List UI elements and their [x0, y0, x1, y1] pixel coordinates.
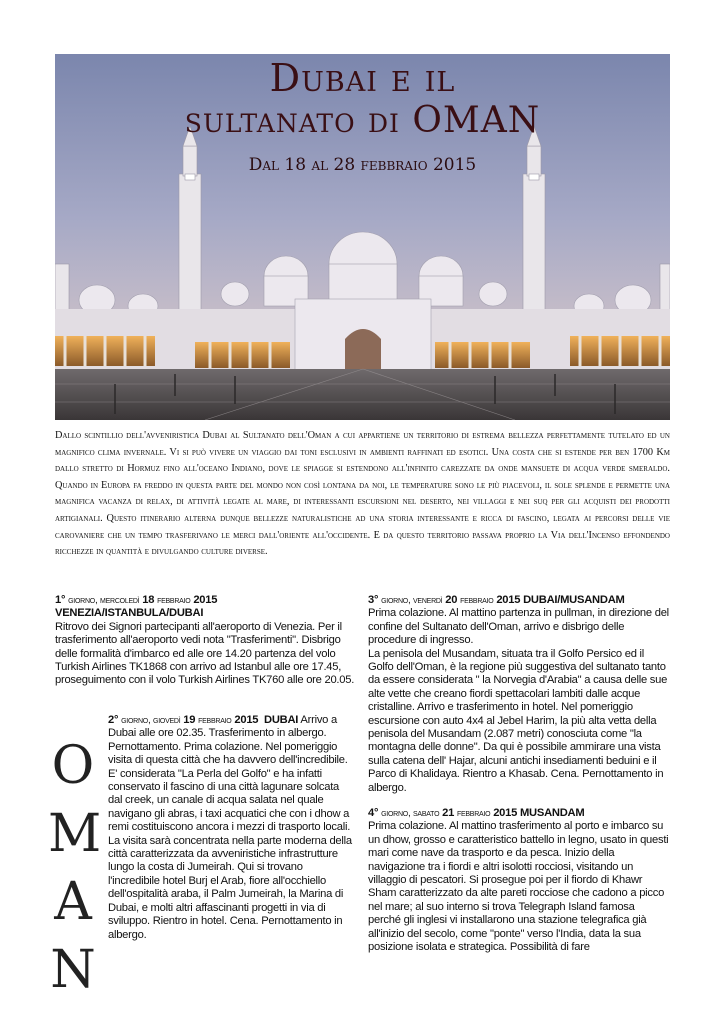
side-letter: M [48, 804, 102, 864]
side-letter: A [54, 872, 92, 932]
day-4-text: Prima colazione. Al mattino trasferimento al porto e imbarco su un dhow, grosso e caratteristico battello in legno, usato in questi mari come nave da trasporto e da pesca. Inizio della navigazione tra i fiordi e altri isolotti rocciosi, visitando un villaggio di pescatori. Si prosegue poi per il fiordo di Khawr Sham caratterizzato da alte pareti rocciose che cadono a picco nel mare; al suo interno si trova Telegraph Island famosa perché gli inglesi vi installarono una stazione telegrafica già all'inizio del secolo, come "ponte" verso l'India, data la sua posizione isolata e strategica. Possibilità di fare [368, 820, 669, 954]
day-3 [368, 594, 670, 795]
day-2-text: Arrivo a Dubai alle ore 02.35. Trasferimento in albergo. Pernottamento. Prima colazione. Nel pomeriggio visita di questa città che ha davvero dell'incredibile. E' considerata "La Perla del Golfo" e ha infatti conservato il fascino di una città lagunare solcata dal creek, un canale di acqua salata nel quale navigano gli abras, i taxi acquatici che con i dhow a remi costituiscono ancora i mezzi di trasporto locali. La visita sarà concentrata nella parte moderna della città caratterizzata da avveniristiche infrastrutture lungo la costa di Jumeirah. Qui si trovano l'incredibile hotel Burj el Arab, fiore all'occhiello dell'ospitalità araba, il Palm Jumeirah, la Marina di Dubai, e molti altri affascinanti progetti in via di sviluppo. Rientro in hotel. Cena. Pernottamento in albergo. [108, 714, 352, 941]
day-1 [55, 594, 355, 688]
title-line-1: Dubai e il [269, 56, 456, 100]
day-2-heading: 2° giorno, giovedì 19 febbraio 2015 DUBAI Arrivo a Dubai alle ore 02.35. Trasferimento in albergo. Pernottamento. Prima colazione. Nel pomeriggio visita di questa città che ha davvero dell'incredibile. E' considerata "La Perla del Golfo" e ha infatti conservato il fascino di una città lagunare solcata dal creek, un canale di acqua salata nel quale navigano gli abras, i taxi acquatici che con i dhow a remi costituiscono ancora i mezzi di trasporto locali. La visita sarà concentrata nella parte moderna della città caratterizzata da avveniristiche infrastrutture lungo la costa di Jumeirah. Qui si trovano l'incredibile hotel Burj el Arab, fiore all'occhiello dell'ospitalità araba, il Palm Jumeirah, la Marina di Dubai, e molti altri affascinanti progetti in via di sviluppo. Rientro in hotel. Cena. Pernottamento in albergo. [108, 714, 352, 941]
intro-paragraph: Dallo scintillio dell'avveniristica Dubai al Sultanato dell'Oman a cui appartiene un territorio di estrema bellezza perfettamente tutelato ed un magnifico clima invernale. Vi si può vivere un viaggio dai toni esclusivi in ambienti raffinati ed esotici. Una costa che si estende per ben 1700 Km dallo stretto di Hormuz fino all'oceano Indiano, dove le spiagge si estendono all'infinito carezzate da onde mansuete di acqua verde smeraldo. Quando in Europa fa freddo in questa parte del mondo non così lontana da noi, le temperature sono le più piacevoli, il sole splende e permette una magnifica vacanza di relax, di attività legate al mare, di interessanti escursioni nel deserto, nei villaggi e nei suq per gli acquisti dei prodotti artigianali. Questo itinerario alterna dunque bellezze naturalistiche ad una storia interessante e ricca di fascino, legata ai percorsi delle vie carovaniere che un tempo trasferivano le merci dall'oriente all'occidente. E da questo territorio passava proprio la Via dell'Incenso effondendo ricchezze in quantità e divulgando culture diverse. [55, 430, 670, 558]
day-4-heading: 4° giorno, sabato 21 febbraio 2015 MUSANDAM [368, 807, 585, 819]
day-1-text: Ritrovo dei Signori partecipanti all'aeroporto di Venezia. Per il trasferimento all'aeroporto vedi nota "Trasferimenti". Disbrigo delle formalità d'imbarco ed alle ore 14.20 partenza del volo Turkish Airlines TK1868 con arrivo ad Istanbul alle ore 17.45, proseguimento con il volo Turkish Airlines TK760 alle ore 20.05. [55, 620, 355, 687]
hero-image [55, 54, 670, 420]
day-3-heading: 3° giorno, venerdì 20 febbraio 2015 DUBAI/MUSANDAM [368, 594, 625, 606]
side-word-oman [48, 732, 102, 1004]
title-dates: Dal 18 al 28 febbraio 2015 [248, 155, 477, 175]
side-letter: O [51, 736, 95, 796]
day-2 [108, 714, 353, 942]
side-letter: N [50, 940, 96, 1000]
day-3-text: Prima colazione. Al mattino partenza in pullman, in direzione del confine del Sultanato dell'Oman, arrivo e disbrigo delle procedure di ingresso. [368, 607, 669, 647]
title-line-2: sultanato di OMAN [184, 100, 541, 141]
day-1-heading: 1° giorno, mercoledì 18 febbraio 2015 [55, 594, 218, 606]
day-4 [368, 807, 670, 954]
day-3-text-2: La penisola del Musandam, situata tra il Golfo Persico ed il Golfo dell'Oman, è la regione più suggestiva del sultanato tanto da essere considerata " la Norvegia d'Arabia" a causa delle sue alte vette che creano fiordi spettacolari lambiti dalle acque cristalline. Arrivo e trasferimento in hotel. Nel pomeriggio escursione con auto 4x4 al Jebel Harim, la più alta vetta della penisola del Musandam (2.087 metri) conosciuta come "la montagna delle donne". Da qui è possibile ammirare una vista sulla catena dell' Hajar, alcuni antichi insediamenti beduini e il Parco di Khalidaya. Rientro a Khasab. Cena. Pernottamento in albergo. [368, 647, 668, 794]
day-1-place: VENEZIA/ISTANBULA/DUBAI [55, 607, 204, 620]
